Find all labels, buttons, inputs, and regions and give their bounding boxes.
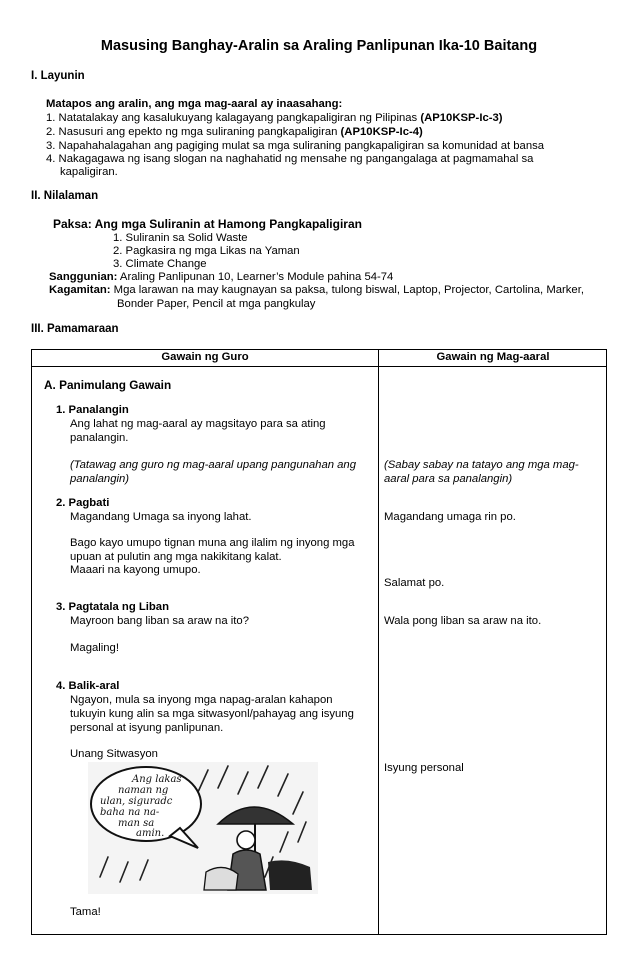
balik-aral-heading: 4. Balik-aral [56,680,120,692]
student-balik-aral-1: Isyung personal [384,762,464,774]
objective-4: 4. Nakagagawa ng isang slogan na naghahatid ng mensahe ng pangangalaga at pagmamahal sa [46,153,534,165]
sanggunian-line: Sanggunian: Araling Panlipunan 10, Learner’s Module pahina 54-74 [49,271,394,283]
balik-aral-line-3: personal at isyung panlipunan. [70,722,224,734]
objective-3: 3. Napahahalagahan ang pagiging mulat sa mga suliraning pangkapaligiran sa komunidad at bansa [46,140,545,152]
balik-aral-closing: Tama! [70,906,101,918]
topic-3: 3. Climate Change [113,258,207,270]
objective-1: 1. Natatalakay ang kasalukuyang kalagayang pangkapaligiran ng Pilipinas (AP10KSP-Ic-3) [46,112,503,124]
student-pagbati-2: Salamat po. [384,577,445,589]
section-nilalaman-heading: II. Nilalaman [31,190,99,202]
kagamitan-continuation: Bonder Paper, Pencil at mga pangkulay [117,298,316,310]
panalangin-heading: 1. Panalangin [56,404,129,416]
section-layunin-heading: I. Layunin [31,70,85,82]
pagbati-line-2: Bago kayo umupo tignan muna ang ilalim ng inyong mga [70,537,355,549]
header-gawain-ng-mag-aaral: Gawain ng Mag-aaral [436,351,550,363]
student-pagbati-1: Magandang umaga rin po. [384,511,516,523]
kagamitan-line: Kagamitan: Mga larawan na may kaugnayan sa paksa, tulong biswal, Laptop, Projector, Cartolina, Marker, [49,284,584,296]
pagbati-line-3: upuan at pulutin ang mga nakikitang kalat. [70,551,282,563]
panalangin-line-2: panalangin. [70,432,129,444]
column-divider [378,350,379,934]
liban-line-1: Mayroon bang liban sa araw na ito? [70,615,249,627]
pagbati-heading: 2. Pagbati [56,497,110,509]
comic-illustration [88,762,318,894]
pagbati-line-1: Magandang Umaga sa inyong lahat. [70,511,252,523]
objective-2: 2. Nasusuri ang epekto ng mga suliraning pangkapaligiran (AP10KSP-Ic-4) [46,126,423,138]
comic-text-line-1: Ang lakas [132,774,182,785]
paksa-line: Paksa: Ang mga Suliranin at Hamong Pangkapaligiran [53,217,362,231]
header-gawain-ng-guro: Gawain ng Guro [161,351,249,363]
liban-heading: 3. Pagtatala ng Liban [56,601,169,613]
objectives-intro: Matapos ang aralin, ang mga mag-aaral ay inaasahang: [46,98,343,110]
student-liban-1: Wala pong liban sa araw na ito. [384,615,542,627]
panalangin-note-2: panalangin) [70,473,130,485]
document-title: Masusing Banghay-Aralin sa Araling Panlipunan Ika-10 Baitang [100,38,538,54]
panalangin-note-1: (Tatawag ang guro ng mag-aaral upang pangunahan ang [70,459,356,471]
comic-text-line-3: ulan, siguradc [100,796,173,807]
liban-line-2: Magaling! [70,642,119,654]
balik-aral-line-1: Ngayon, mula sa inyong mga napag-aralan kahapon [70,694,333,706]
comic-text-line-6: amin. [136,828,165,839]
student-panalangin-2: aaral para sa panalangin) [384,473,513,485]
balik-aral-line-2: tukuyin kung alin sa mga sitwasyonl/pahayag ang isyung [70,708,354,720]
unang-sitwasyon-label: Unang Sitwasyon [70,748,158,760]
topic-2: 2. Pagkasira ng mga Likas na Yaman [113,245,300,257]
panalangin-line-1: Ang lahat ng mag-aaral ay magsitayo para sa ating [70,418,326,430]
topic-1: 1. Suliranin sa Solid Waste [113,232,248,244]
comic-text-line-4: baha na na- [100,807,160,818]
comic-text-line-5: man sa [118,818,155,829]
student-panalangin-1: (Sabay sabay na tatayo ang mga mag- [384,459,579,471]
part-a-heading: A. Panimulang Gawain [44,378,172,392]
pagbati-line-4: Maaari na kayong umupo. [70,564,201,576]
objective-4-continuation: kapaligiran. [60,166,118,178]
comic-text-line-2: naman ng [118,785,169,796]
section-pamamaraan-heading: III. Pamamaraan [31,323,119,335]
